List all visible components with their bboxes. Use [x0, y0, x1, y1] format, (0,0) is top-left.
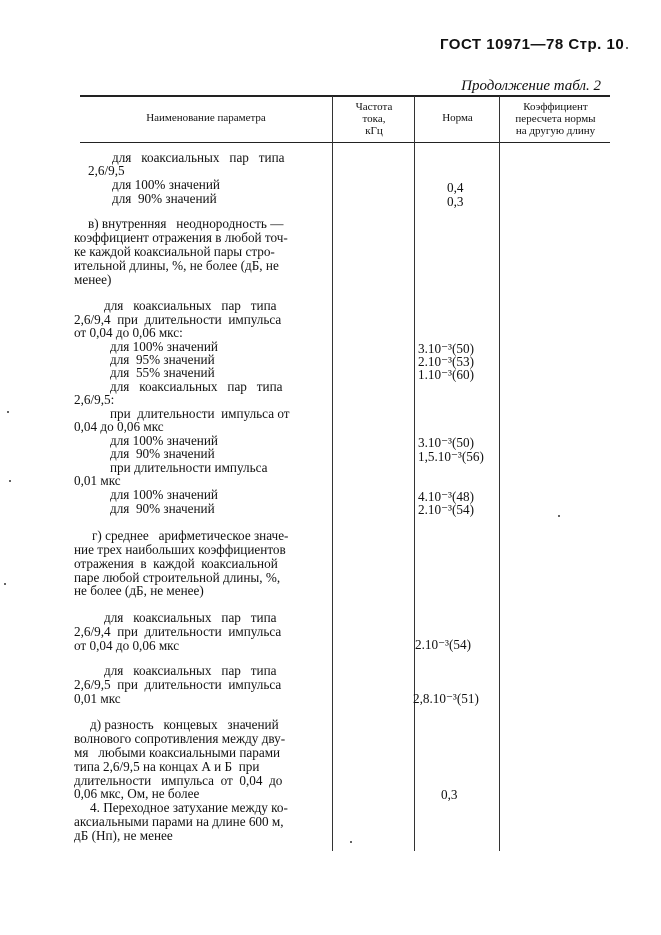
column-header-coefficient-line: Коэффициент — [523, 101, 588, 113]
param-line: 4. Переходное затухание между ко- — [90, 800, 288, 815]
scan-speck — [9, 480, 11, 482]
column-header-parameter: Наименование параметра — [146, 112, 266, 124]
norm-value: 3.10⁻³(50) — [418, 341, 474, 356]
param-line: ке каждой коаксиальной пары стро- — [74, 244, 275, 259]
norm-value: 0,3 — [447, 194, 464, 209]
column-header-frequency-line: Частота — [355, 101, 393, 113]
param-line: г) среднее арифметическое значе- — [92, 528, 289, 543]
param-line: волнового сопротивления между дву- — [74, 731, 286, 746]
param-line: мя любыми коаксиальными парами — [74, 745, 281, 760]
norm-value: 2.10⁻³(53) — [418, 354, 474, 369]
param-line: для коаксиальных пар типа — [110, 379, 283, 394]
column-header-coefficient-line: на другую длину — [515, 125, 596, 137]
param-line: для коаксиальных пар типа — [104, 298, 277, 313]
norm-value: 4.10⁻³(48) — [418, 489, 474, 504]
param-line: 0,01 мкс — [74, 691, 121, 706]
param-line: ние трех наибольших коэффициентов — [74, 542, 286, 557]
column-header-coefficient-line: пересчета нормы — [515, 113, 596, 125]
param-line: при длительности импульса — [110, 460, 268, 475]
param-line: для 90% значений — [110, 446, 215, 461]
param-line: ительной длины, %, не более (дБ, не — [74, 258, 279, 273]
norm-value: 3.10⁻³(50) — [418, 435, 474, 450]
norm-value: 0,4 — [447, 180, 464, 195]
param-line: от 0,04 до 0,06 мкс — [74, 638, 180, 653]
param-line: при длительности импульса от — [110, 406, 290, 421]
param-line: дБ (Нп), не менее — [74, 828, 173, 843]
page-header: ГОСТ 10971—78 Стр. 10 — [440, 36, 625, 53]
norm-value: 2.10⁻³(54) — [418, 502, 474, 517]
scan-speck — [626, 47, 628, 49]
norm-value: 2.10⁻³(54) — [415, 637, 471, 652]
param-line: для коаксиальных пар типа — [104, 663, 277, 678]
param-line: от 0,04 до 0,06 мкс: — [74, 325, 183, 340]
param-line: коэффициент отражения в любой точ- — [74, 230, 288, 245]
param-line: для коаксиальных пар типа — [112, 150, 285, 165]
norm-value: 1,5.10⁻³(56) — [418, 449, 484, 464]
param-line: для 90% значений — [112, 191, 217, 206]
norm-value: 1.10⁻³(60) — [418, 367, 474, 382]
norm-value: 0,3 — [441, 787, 458, 802]
param-line: 0,04 до 0,06 мкс — [74, 419, 164, 434]
scan-speck — [4, 583, 6, 585]
param-line: отражения в каждой коаксиальной — [74, 556, 278, 571]
column-header-frequency-line: тока, — [362, 113, 386, 125]
table-top-rule — [80, 95, 610, 97]
param-line: 0,01 мкс — [74, 473, 121, 488]
param-line: не более (дБ, не менее) — [74, 583, 204, 598]
param-line: паре любой строительной длины, %, — [74, 570, 281, 585]
param-line: для 95% значений — [110, 352, 215, 367]
column-divider-1 — [332, 96, 333, 851]
param-line: д) разность концевых значений — [90, 717, 279, 732]
param-line: аксиальными парами на длине 600 м, — [74, 814, 284, 829]
param-line: для 100% значений — [110, 487, 218, 502]
scan-speck — [7, 411, 9, 413]
param-line: менее) — [74, 272, 112, 287]
column-divider-2 — [414, 96, 415, 851]
param-line: для коаксиальных пар типа — [104, 610, 277, 625]
column-divider-3 — [499, 96, 500, 851]
param-line: 2,6/9,4 при длительности импульса — [74, 624, 282, 639]
column-header-norm: Норма — [442, 112, 473, 124]
param-line: длительности импульса от 0,04 до — [74, 773, 283, 788]
table-continuation-label: Продолжение табл. 2 — [461, 78, 601, 94]
column-header-frequency-line: кГц — [365, 125, 383, 137]
param-line: для 90% значений — [110, 501, 215, 516]
param-line: 2,6/9,5 — [88, 163, 125, 178]
param-line: 0,06 мкс, Ом, не более — [74, 786, 200, 801]
norm-value: 2,8.10⁻³(51) — [413, 691, 479, 706]
param-line: 2,6/9,5: — [74, 392, 115, 407]
param-line: для 100% значений — [112, 177, 220, 192]
param-line: для 100% значений — [110, 339, 218, 354]
table-header-rule — [80, 142, 610, 143]
param-line: для 100% значений — [110, 433, 218, 448]
param-line: типа 2,6/9,5 на концах А и Б при — [74, 759, 260, 774]
column-header-frequency — [334, 101, 414, 137]
scan-speck — [558, 515, 560, 517]
param-line: для 55% значений — [110, 365, 215, 380]
scan-speck — [350, 841, 352, 843]
param-line: 2,6/9,4 при длительности импульса — [74, 312, 282, 327]
param-line: в) внутренняя неоднородность — — [88, 216, 284, 231]
param-line: 2,6/9,5 при длительности импульса — [74, 677, 282, 692]
column-header-coefficient — [501, 101, 610, 137]
